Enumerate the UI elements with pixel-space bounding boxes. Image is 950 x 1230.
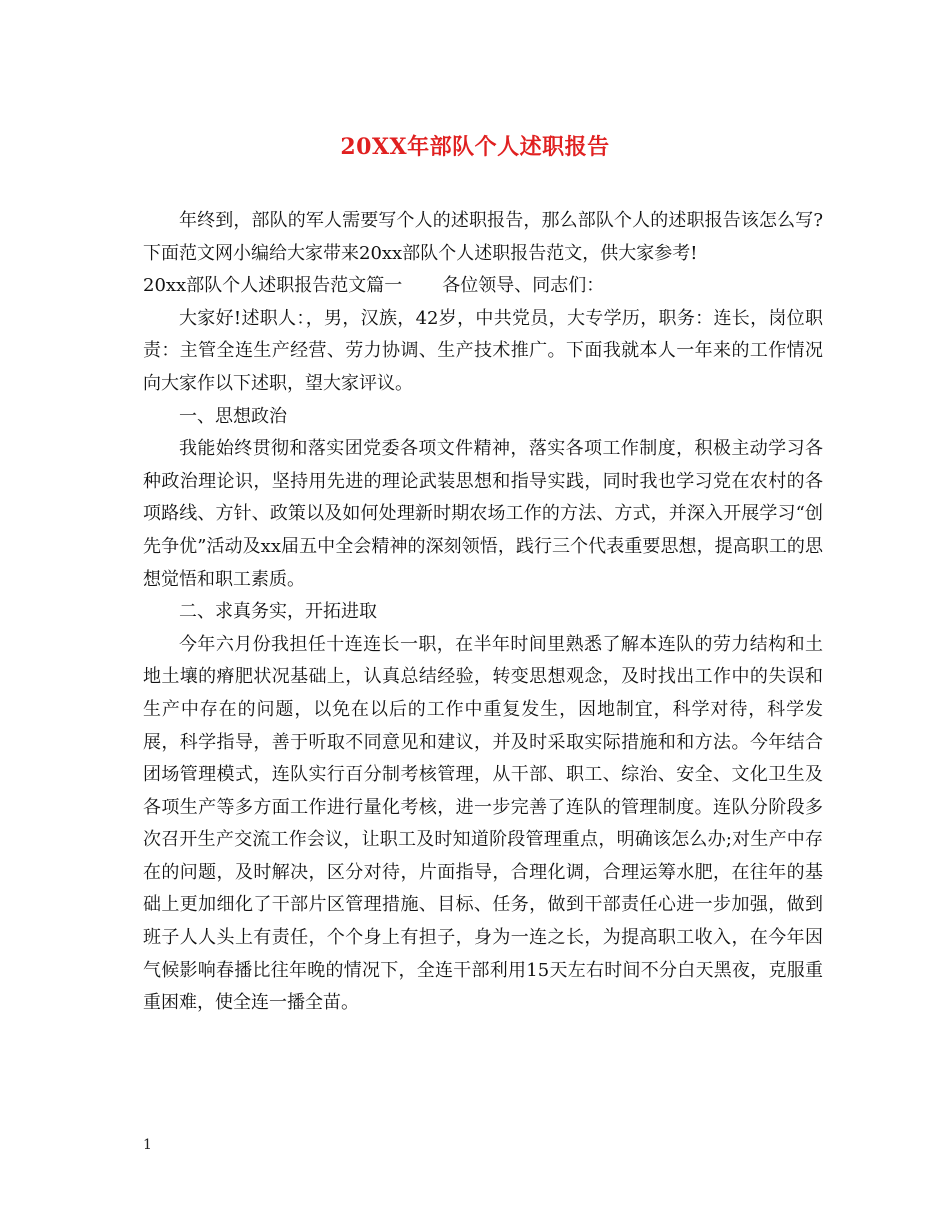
- heading-pragmatic-progress: 二、求真务实，开拓进取: [179, 601, 377, 623]
- paragraph-ideology-politics: 我能始终贯彻和落实团党委各项文件精神，落实各项工作制度，积极主动学习各种政治理论识，坚持用先进的理论武装思想和指导实践，同时我也学习党在农村的各项路线、方针、政策以及如何处理新时期农场工作的方法、方式，并深入开展学习“创先争优”活动及xx届五中全会精神的深刻领悟，践行三个代表重要思想，提高职工的思想觉悟和职工素质。: [143, 438, 823, 590]
- intro-paragraph: 年终到，部队的军人需要写个人的述职报告，那么部队个人的述职报告该怎么写?下面范文网小编给大家带来20xx部队个人述职报告范文，供大家参考!: [143, 210, 823, 264]
- section-heading-line: [143, 270, 823, 303]
- salutation: 各位领导、同志们：: [442, 275, 605, 297]
- section-title: 20xx部队个人述职报告范文篇一: [143, 275, 403, 297]
- document-title: 20XX年部队个人述职报告: [340, 134, 610, 160]
- paragraph-self-introduction: 大家好!述职人：，男，汉族，42岁，中共党员，大专学历，职务：连长，岗位职责：主管全连生产经营、劳力协调、生产技术推广。下面我就本人一年来的工作情况向大家作以下述职，望大家评议。: [143, 307, 823, 394]
- paragraph-pragmatic-progress: 今年六月份我担任十连连长一职，在半年时间里熟悉了解本连队的劳力结构和土地土壤的瘠肥状况基础上，认真总结经验，转变思想观念，及时找出工作中的失误和生产中存在的问题，以免在以后的工作中重复发生，因地制宜，科学对待，科学发展，科学指导，善于听取不同意见和建议，并及时采取实际措施和和方法。今年结合团场管理模式，连队实行百分制考核管理，从干部、职工、综治、安全、文化卫生及各项生产等多方面工作进行量化考核，进一步完善了连队的管理制度。连队分阶段多次召开生产交流工作会议，让职工及时知道阶段管理重点，明确该怎么办;对生产中存在的问题，及时解决，区分对待，片面指导，合理化调，合理运筹水肥，在往年的基础上更加细化了干部片区管理措施、目标、任务，做到干部责任心进一步加强，做到班子人人头上有责任，个个身上有担子，身为一连之长，为提高职工收入，在今年因气候影响春播比往年晚的情况下，全连干部利用15天左右时间不分白天黑夜，克服重重困难，使全连一播全苗。: [143, 633, 823, 1014]
- heading-ideology-politics: 一、思想政治: [179, 405, 287, 427]
- document-body: [143, 205, 823, 1020]
- page-number: 1: [143, 1137, 152, 1153]
